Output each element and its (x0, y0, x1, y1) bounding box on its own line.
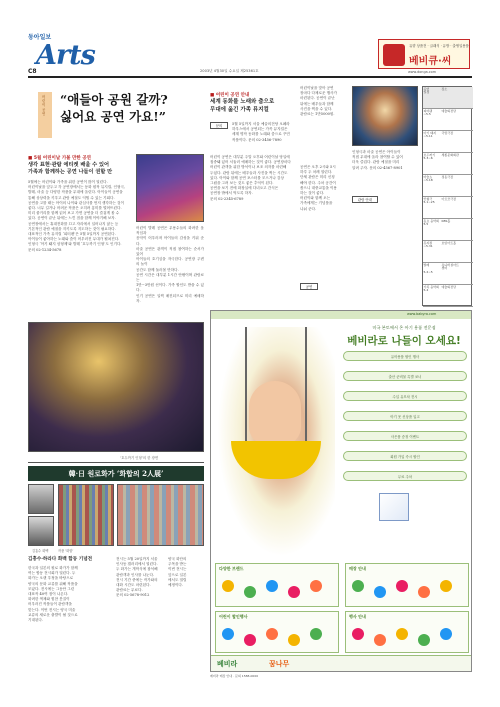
subhead-line: 가족과 함께하는 공연 나들이 권할 만 (28, 169, 113, 175)
text-line: 아이들의 호기심을 자극한다. 공연장 주변의 놀이 (136, 257, 204, 267)
table-cell: 예술의전당 (441, 109, 456, 113)
main-headline (60, 91, 200, 125)
text-line: 1만∼3만원 선이다. 가족 할인도 받을 수 있다. (136, 283, 204, 293)
page-number: C8 (28, 68, 37, 75)
text-line: 공연을 보기 전에 화장실에 다녀오고 간식은 (210, 186, 279, 191)
ad-title: 베비라로 나들이 오세요! (347, 335, 461, 347)
table-row (423, 219, 473, 241)
swing-rope (305, 327, 307, 445)
text-line: 양국의 문화 교류를 위해 작품을 (28, 581, 78, 586)
painting-photo (117, 484, 204, 546)
ad-promo-item[interactable]: 수입 유모차 전시 (343, 391, 467, 401)
text-line: 어린이 발레 공연은 무용수들의 화려한 움직임과 (136, 226, 204, 236)
ad-box-title: 행사 안내 (349, 614, 366, 619)
table-cell: ∼5.11 (423, 134, 433, 139)
text-line: 관람료는 1만5000원. (300, 112, 335, 117)
table-row (423, 153, 473, 175)
product-icon (396, 628, 408, 640)
product-icon (310, 628, 322, 640)
article-kicker: ■ 어린이 공연 안내 (210, 93, 250, 98)
ad-url[interactable]: www.babyra.com (407, 312, 437, 316)
headline-line: 무대에 옮긴 가족 뮤지컬 (210, 106, 269, 113)
ad-box-title: 매장 안내 (349, 566, 366, 571)
article-body (28, 566, 112, 623)
product-icon (288, 634, 300, 646)
ad-promo-item[interactable]: 아기 옷 신상품 입고 (343, 411, 467, 421)
text-line: 집중돼 있어 서둘러 예매하는 것이 좋다. 공연장마다 (210, 160, 291, 165)
text-line: 뒤에는 배우들과 함께 (300, 101, 334, 106)
text-line: 작품이다. 문의 02-3456-7890 (232, 137, 282, 142)
ad-info-box (215, 563, 339, 607)
text-line: 전시는 5월 20일까지 서울 (116, 557, 158, 561)
text-line: 있다. 공연이 끝난 뒤에는 느낀 점을 함께 이야기해 보자. (28, 216, 116, 221)
text-line: 공연을 고를 때는 아이의 나이와 관심사를 먼저 생각하는 것이 (28, 200, 124, 205)
product-icon (288, 586, 300, 598)
text-line: 좋다. 너무 길거나 어려운 작품은 오히려 흥미를 떨어뜨린다. (28, 206, 122, 211)
text-line: 마련된다. 공연이 끝난 (300, 96, 335, 101)
text-line: 더욱 즐겁다. 관람 예절을 미리 (352, 160, 400, 165)
article-body (210, 155, 292, 202)
table-cell: 인형극 (423, 197, 433, 201)
headline-line: 싫어요 공연 가요!” (60, 109, 166, 124)
text-line: 알려 주자. 문의 02-4567-8901 (352, 165, 403, 170)
article-body (300, 86, 348, 117)
table-cell: 피터팬 (423, 109, 433, 113)
subhead-line: 생각 표현·관람 에티켓 배울 수 있어 (28, 162, 109, 168)
table-cell: 예술의전당 (441, 285, 456, 289)
dateline: 2003년 4월30일 수요일 제25361호 (200, 69, 259, 73)
table-cell: 정동극장 (441, 175, 454, 179)
table-cell: ∼5.31 (423, 244, 433, 249)
info-label: 공연 (300, 283, 318, 290)
table-cell: 마술쇼 (423, 175, 433, 179)
vertical-tag: 어린이 공연 (42, 95, 46, 116)
text-line: 음악이 어우러져 아이들의 감성을 키워 준다. (136, 236, 204, 246)
text-line: 하루 두 차례 열린다. (300, 170, 333, 175)
text-line: 나눠 준다. (300, 206, 317, 211)
product-icon (374, 634, 386, 646)
photo-caption: ‘호두까기 인형’의 한 장면 (120, 456, 159, 460)
text-line: 공연 시간은 대부분 1시간 안팎이며 관람료는 (136, 272, 204, 283)
table-cell: 5.2∼5 (423, 269, 433, 274)
section-logo: Arts (36, 40, 95, 71)
feature-subhead: 김흥수·하라다 화백 합동 기념전 (28, 557, 93, 562)
ad-promo-item[interactable]: 무료 주차 (343, 471, 467, 481)
product-icon (396, 580, 408, 592)
text-line: 대화 시간도 마련된다. (116, 583, 151, 588)
text-line: 교류의 새로운 출발이 될 것으로 (28, 612, 78, 617)
product-box-icon (379, 493, 409, 521)
text-line: 인형극과 마술 공연은 아이들이 (352, 150, 401, 154)
artist-portrait-photo (28, 516, 54, 546)
table-header-row (423, 87, 473, 109)
table-row (423, 263, 473, 285)
text-line: 통해 상상력을 키우고 관람 예절도 익힐 수 있는 기회다. (28, 195, 115, 200)
site-url: www.donga.com (408, 70, 437, 74)
text-line: 공간도 함께 둘러볼 만하다. (136, 267, 179, 272)
store-logo: 베비라 (217, 660, 238, 668)
text-line: 문의 02-2345-6789 (210, 196, 244, 201)
top-ad-brand: 베비큐·씨 (409, 56, 452, 67)
text-line: 여는 합동 전시회가 열린다. 두 (28, 571, 76, 576)
text-line: 해야 한다. 주차 공간이 (300, 180, 336, 185)
text-line: 공연은 오후 2시와 5시 (300, 165, 336, 169)
text-line: 예정이다. (168, 583, 184, 588)
table-cell: ∼5.18 (423, 178, 433, 183)
text-line: 미리 줄거리를 함께 읽어 보고 가면 공연을 더 즐겁게 볼 수 (28, 211, 120, 216)
ad-info-box (345, 611, 469, 653)
article-body (232, 122, 294, 143)
table-cell: 유니버설아트센터 (441, 263, 459, 271)
article-body (28, 180, 132, 253)
product-icon (440, 580, 452, 592)
ad-promo-item[interactable]: 출산 준비물 특별 코너 (343, 371, 467, 381)
table-cell: 5.4 (423, 288, 429, 293)
article-body (352, 150, 418, 171)
product-icon (266, 628, 278, 640)
ad-promo-item[interactable]: 사은품 증정 이벤트 (343, 431, 467, 441)
artist-portrait-photo (28, 484, 54, 514)
text-line: 공연장에서는 휴대전화를 끄고 자리에서 일어나지 않는 등 (28, 221, 119, 226)
top-ad-tagline: 유향 상품전 · 클래식 · 유방 · 출생일용품 (409, 44, 469, 48)
text-line: 어린이 관객을 위한 방석이나 보조 의자를 마련해 (210, 165, 287, 170)
table-cell: 아기 돼지 (423, 131, 437, 135)
table-row (423, 241, 473, 263)
baby-store-advertisement[interactable] (210, 310, 472, 672)
table-row (423, 175, 473, 197)
text-line: 관람료는 무료다. (116, 588, 143, 593)
dance-performance-photo (136, 154, 204, 222)
text-line: 장마다 다채로운 행사가 (300, 91, 337, 96)
text-line: 좁으니 대중교통을 이용 (300, 185, 337, 190)
product-icon (352, 628, 364, 640)
text-line: 어우러진 작품들이 관람객을 (28, 602, 72, 607)
text-line: 단체 관람은 미리 신청 (300, 175, 335, 180)
newspaper-brand: 동아일보 (28, 34, 52, 41)
costume-performers-photo (352, 86, 418, 146)
photo-caption: 작품 ‘화합’ (58, 549, 74, 553)
table-cell: 발레 (423, 263, 430, 267)
table-cell: 뮤지컬 (423, 241, 433, 245)
product-icon (374, 586, 386, 598)
text-line: 5월에는 어린이와 가족을 위한 공연이 많이 열린다. (28, 180, 108, 184)
text-line: 아이들이 좋아하는 노래와 춤이 어우러진 무대가 펼쳐진다. (28, 237, 120, 242)
text-line: 한국과 일본의 원로 화가가 함께 (28, 566, 78, 570)
product-icon (418, 634, 430, 646)
product-icon (266, 580, 278, 592)
text-line: 화가는 오랜 우정을 바탕으로 (28, 576, 74, 581)
swing-rope (245, 327, 247, 445)
photo-caption: 김흥수 화백 (32, 549, 49, 553)
text-line: 전시 기간 중에는 작가와의 (116, 577, 158, 582)
info-label: 문의 (210, 122, 228, 129)
text-line: 인기 공연은 일찍 매진되므로 미리 예매하자. (136, 293, 204, 303)
text-line: 가족에게는 기념품을 (300, 201, 333, 206)
ad-promo-item[interactable]: 회원 가입 즉시 할인 (343, 451, 467, 461)
stage-performance-photo (28, 322, 204, 452)
table-row (423, 109, 473, 131)
table-cell: 5.3∼6 (423, 156, 433, 161)
text-line: 어린이날을 앞두고 각 공연장에서는 동화 원작 뮤지컬, 인형극, (28, 185, 126, 190)
table-row (423, 197, 473, 219)
ad-badge-icon (383, 44, 405, 66)
section-rule (28, 462, 204, 463)
table-cell: 가족 음악회 (423, 285, 439, 289)
product-icon (222, 628, 234, 640)
table-cell: 5.5 (423, 222, 429, 227)
article-body (136, 226, 204, 304)
table-cell: 일정 (423, 90, 430, 95)
text-line: 주목을 받는 (168, 562, 187, 567)
text-line: 문의 02-1234-5678 (28, 247, 62, 252)
partner-logo: 꿈나무 (269, 660, 290, 668)
text-line: 양국 화단의 (168, 557, 187, 561)
table-cell: 공연 (423, 87, 430, 91)
text-line: 어린이날을 맞아 공연 (300, 86, 334, 90)
ad-info-box (345, 563, 469, 607)
ad-subtitle: 미국 본토에서 온 아기 용품 전문점 (372, 325, 436, 330)
text-line: 기대된다. (28, 618, 44, 623)
text-line: 두었다. 관람 뒤에는 배우들과 사진을 찍는 시간도 (210, 170, 288, 175)
article-body (168, 557, 206, 588)
text-line: 관람객과 인사를 나눈다. (116, 572, 155, 577)
text-line: 앞으로 일본 (168, 572, 187, 577)
ad-box-title: 다양한 브랜드 (219, 566, 244, 571)
text-line: 에서도 열릴 (168, 577, 187, 582)
article-headline (210, 99, 300, 114)
ad-box-title: 어린이 할인행사 (219, 614, 248, 619)
table-cell: KBS홀 (441, 219, 451, 223)
article-body (300, 165, 348, 212)
text-line: 이번 전시는 (168, 567, 187, 572)
text-line: 하는 것이 좋다. (300, 191, 325, 196)
performance-schedule-table (422, 86, 472, 306)
text-line: 그림을 그려 보는 것도 좋은 추억이 된다. (210, 181, 274, 186)
ad-logo-bar (211, 655, 472, 672)
info-label: 관람 안내 (352, 196, 378, 203)
table-cell: 국립극장 (441, 131, 454, 135)
table-cell: 세종문화회관 (441, 153, 459, 157)
table-cell: 장소 (441, 87, 448, 91)
text-line: 발레, 마술 등 다양한 작품을 무대에 올린다. 아이들이 공연을 (28, 190, 123, 195)
text-line: 공연장 밖에서 먹도록 하자. (210, 191, 253, 196)
product-icon (418, 586, 430, 598)
top-advertisement (378, 39, 470, 69)
text-line: 하우스에서 공연되는 가족 뮤지컬은 (232, 127, 288, 132)
text-line: 두 화가는 개막식에 참석해 (116, 567, 158, 572)
product-icon (244, 586, 256, 598)
text-line: 세계 명작 동화를 노래와 춤으로 꾸민 (232, 132, 290, 137)
text-line: 어린이 공연은 대부분 주말 오후와 어린이날 당일에 (210, 155, 290, 159)
table-cell: 호두까기 (423, 153, 436, 157)
product-icon (352, 580, 364, 592)
baby-figure (249, 381, 301, 445)
table-cell: 아르코극장 (441, 197, 456, 201)
table-cell: 동요 음악회 (423, 219, 439, 223)
headline-line: “애들아 공원 갈까? (60, 92, 168, 107)
product-icon (440, 628, 452, 640)
text-line: 어린이와 함께 오는 (300, 196, 331, 201)
text-line: 있다. 아이와 함께 공연 포스터를 모으거나 감상 (210, 175, 284, 180)
text-line: 직접 무대에 올라 참여할 수 있어 (352, 155, 403, 160)
product-icon (310, 580, 322, 592)
text-line: 인형극 ‘아기 돼지 삼형제’와 발레 ‘호두까기 인형’도 인기다. (28, 242, 122, 247)
ad-promo-item[interactable]: 유아용품 할인 행사 (343, 351, 467, 361)
text-line: 기본적인 관람 예절을 지키도록 지도하는 것이 필요하다. (28, 226, 116, 231)
headline-line: 세계 동화를 노래와 춤으로 (210, 99, 275, 105)
article-subhead (28, 162, 132, 176)
text-line: 맞는다. 이번 전시는 양국 미술 (28, 607, 76, 612)
text-line: 대표작 40여 점이 나온다. (28, 592, 69, 597)
table-cell: 5.1∼25 (423, 200, 435, 205)
ad-footer-text: 베비라 매장 안내 · 문의 1588-0000 (210, 674, 259, 678)
table-row (423, 131, 473, 153)
table-cell: 호암아트홀 (441, 241, 456, 245)
text-line: 인사동 갤러리에서 열린다. (116, 562, 158, 567)
ad-info-box (215, 611, 339, 653)
masthead-rule (28, 76, 472, 78)
text-line: 대표적인 가족 뮤지컬 ‘피터팬’은 5월 5일까지 공연된다. (28, 232, 116, 237)
text-line: 마술 공연은 관객이 직접 참여하는 순서가 있어 (136, 246, 204, 257)
text-line: 5월 5일까지 서울 예술의전당 오페라 (232, 122, 290, 126)
table-row (423, 285, 473, 307)
ad-info-boxes (215, 563, 469, 655)
text-line: 모았다. 전시에는 그동안 그린 (28, 586, 75, 591)
product-icon (222, 580, 234, 592)
table-cell: ∼5.5 (423, 112, 431, 117)
text-line: 문의 02-5678-9012 (116, 593, 150, 598)
painting-photo (58, 484, 114, 546)
product-icon (244, 634, 256, 646)
text-line: 화려한 색채와 힘찬 붓질이 (28, 597, 70, 602)
article-kicker: ■ 5월 어린이날 가볼 만한 공연 (28, 156, 92, 161)
text-line: 사진을 찍을 수 있다. (300, 106, 333, 111)
feature-title: 韓·日 원로화가 ‘화합의 2人展’ (28, 466, 204, 481)
